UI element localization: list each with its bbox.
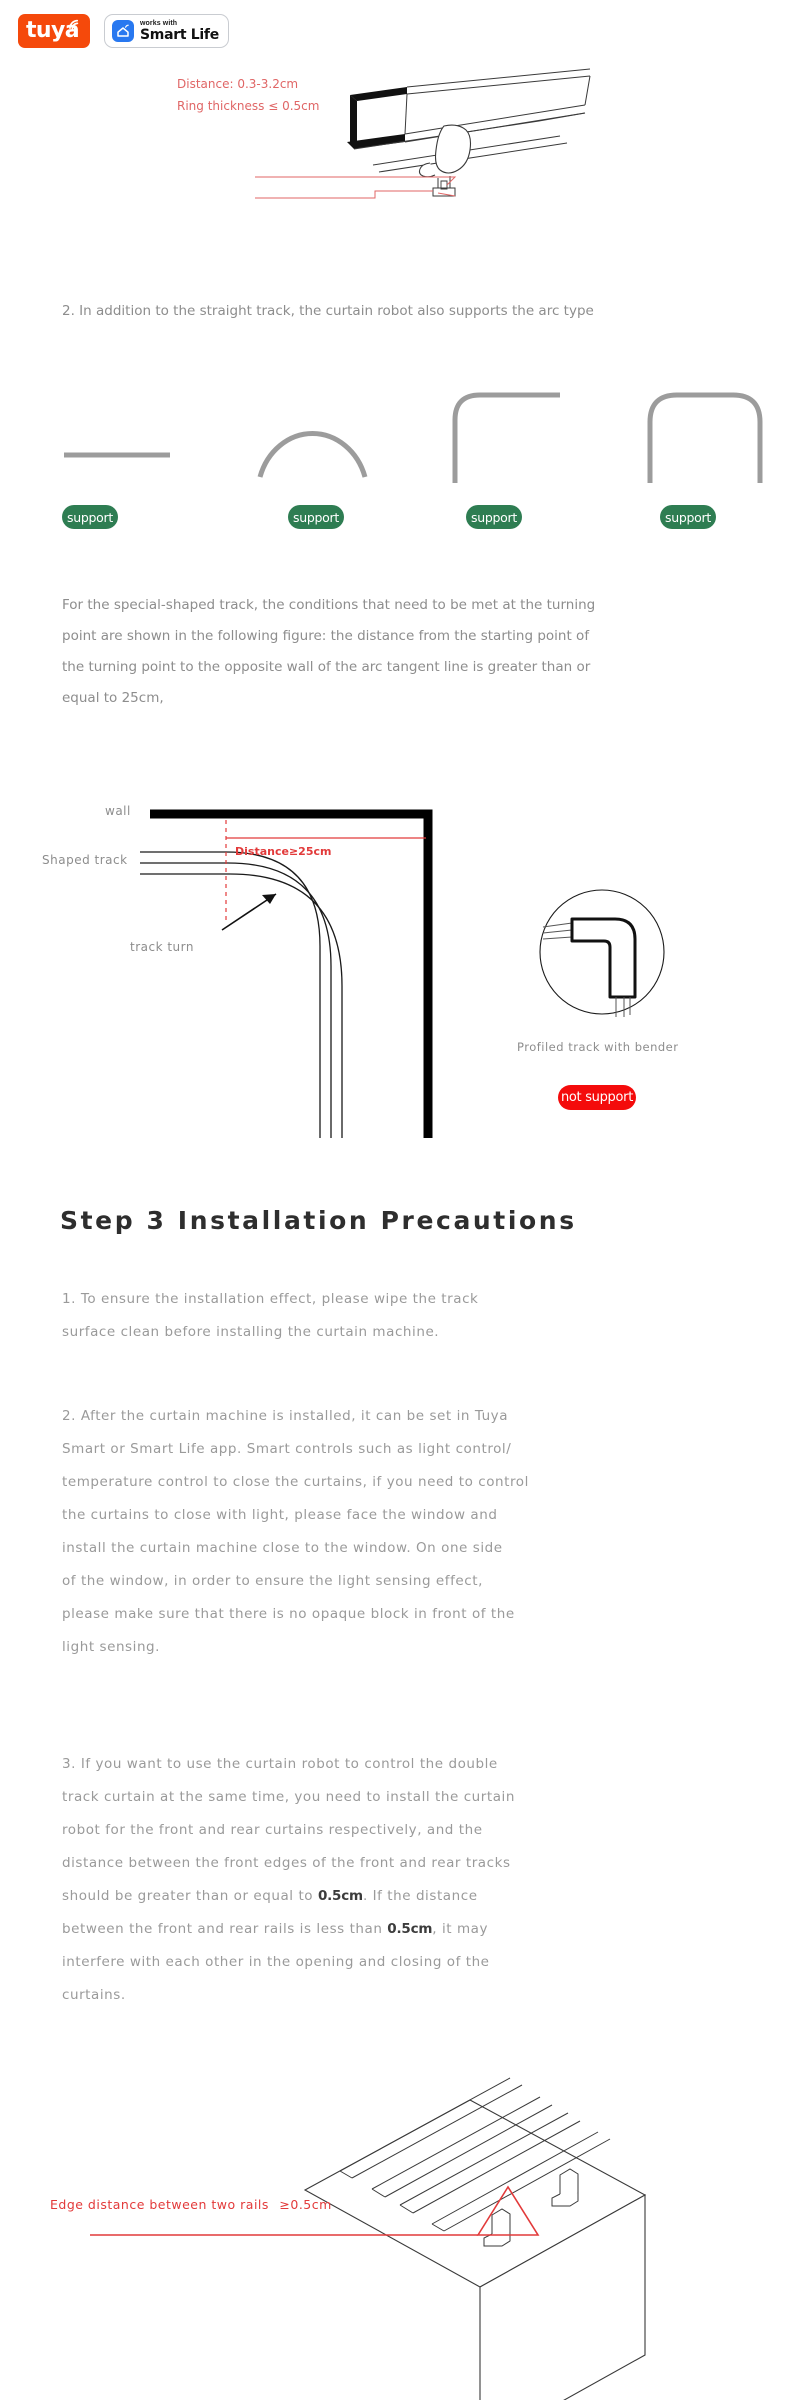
precaution-line: should be greater than or equal to 0.5cm. If the distance	[62, 1888, 478, 1904]
wall-label: wall	[105, 804, 131, 818]
smart-life-label: Smart Life	[140, 27, 219, 43]
distance-25cm-annotation: Distance≥25cm	[235, 845, 332, 858]
not-support-badge	[558, 1085, 636, 1110]
precaution-1	[62, 1283, 772, 1349]
precaution-line: Smart or Smart Life app. Smart controls such as light control/	[62, 1441, 512, 1457]
precaution-3	[62, 1748, 782, 2012]
paragraph-line: equal to 25cm,	[62, 690, 164, 706]
precaution-line: curtains.	[62, 1987, 126, 2003]
single-corner-track-shape	[450, 390, 565, 485]
wifi-arc-icon	[68, 19, 81, 30]
works-with-label: works with	[140, 20, 178, 27]
precaution-line: interfere with each other in the opening and closing of the	[62, 1954, 490, 1970]
support-badge-arch	[288, 505, 344, 529]
support-badge-label: support	[471, 509, 517, 525]
double-corner-track-shape	[645, 390, 765, 485]
distance-annotation: Distance: 0.3-3.2cm	[177, 77, 299, 91]
straight-track-shape	[62, 400, 172, 480]
support-badge-single-corner	[466, 505, 522, 529]
support-badge-label: support	[293, 509, 339, 525]
precaution-line: distance between the front edges of the front and rear tracks	[62, 1855, 511, 1871]
house-wifi-icon	[115, 23, 131, 39]
not-support-badge-label: not support	[560, 1090, 634, 1105]
edge-distance-annotation	[50, 2197, 332, 2212]
paragraph-line: For the special-shaped track, the conditions that need to be met at the turning	[62, 597, 596, 613]
precaution-line: light sensing.	[62, 1639, 161, 1655]
bender-caption: Profiled track with bender	[517, 1040, 679, 1054]
edge-distance-value: ≥0.5cm	[279, 2197, 332, 2212]
support-badge-double-corner	[660, 505, 716, 529]
double-rail-diagram	[40, 2065, 760, 2395]
works-with-smart-life-badge	[104, 14, 229, 48]
profiled-track-bender-diagram	[517, 875, 680, 1054]
support-badge-label: support	[665, 509, 711, 525]
precaution-line: temperature control to close the curtains, if you need to control	[62, 1474, 529, 1490]
precaution-2	[62, 1400, 782, 1664]
track-mount-diagram	[177, 77, 675, 215]
precaution-line: 1. To ensure the installation effect, please wipe the track	[62, 1291, 479, 1307]
tuya-logo-text: tuya	[26, 18, 79, 43]
precaution-line: 3. If you want to use the curtain robot to control the double	[62, 1756, 498, 1772]
arc-type-intro: 2. In addition to the straight track, the curtain robot also supports the arc type	[62, 303, 594, 319]
edge-distance-label: Edge distance between two rails	[50, 2197, 269, 2212]
track-turn-diagram	[42, 790, 440, 1140]
precaution-line: between the front and rear rails is less than 0.5cm, it may	[62, 1921, 489, 1937]
precaution-line: install the curtain machine close to the window. On one side	[62, 1540, 503, 1556]
precaution-line: track curtain at the same time, you need to install the curtain	[62, 1789, 515, 1805]
tuya-logo	[18, 14, 90, 48]
shaped-track-label: Shaped track	[42, 853, 128, 867]
paragraph-line: point are shown in the following figure: the distance from the starting point of	[62, 628, 590, 644]
precaution-line: 2. After the curtain machine is installed, it can be set in Tuya	[62, 1408, 509, 1424]
support-badge-label: support	[67, 509, 113, 525]
arch-track-shape	[255, 392, 370, 482]
precaution-line: robot for the front and rear curtains respectively, and the	[62, 1822, 483, 1838]
precaution-line: of the window, in order to ensure the light sensing effect,	[62, 1573, 483, 1589]
precaution-line: please make sure that there is no opaque block in front of the	[62, 1606, 515, 1622]
precaution-line: surface clean before installing the curtain machine.	[62, 1324, 440, 1340]
page-title: Step 3 Installation Precautions	[60, 1206, 577, 1235]
precaution-line: the curtains to close with light, please face the window and	[62, 1507, 498, 1523]
track-turn-label: track turn	[130, 940, 194, 954]
special-shaped-paragraph	[62, 590, 762, 714]
ring-thickness-annotation: Ring thickness ≤ 0.5cm	[177, 99, 320, 113]
support-badge-straight	[62, 505, 118, 529]
smart-life-text	[140, 20, 219, 42]
paragraph-line: the turning point to the opposite wall of the arc tangent line is greater than or	[62, 659, 591, 675]
smart-life-app-icon	[112, 20, 134, 42]
brand-bar	[18, 14, 229, 48]
